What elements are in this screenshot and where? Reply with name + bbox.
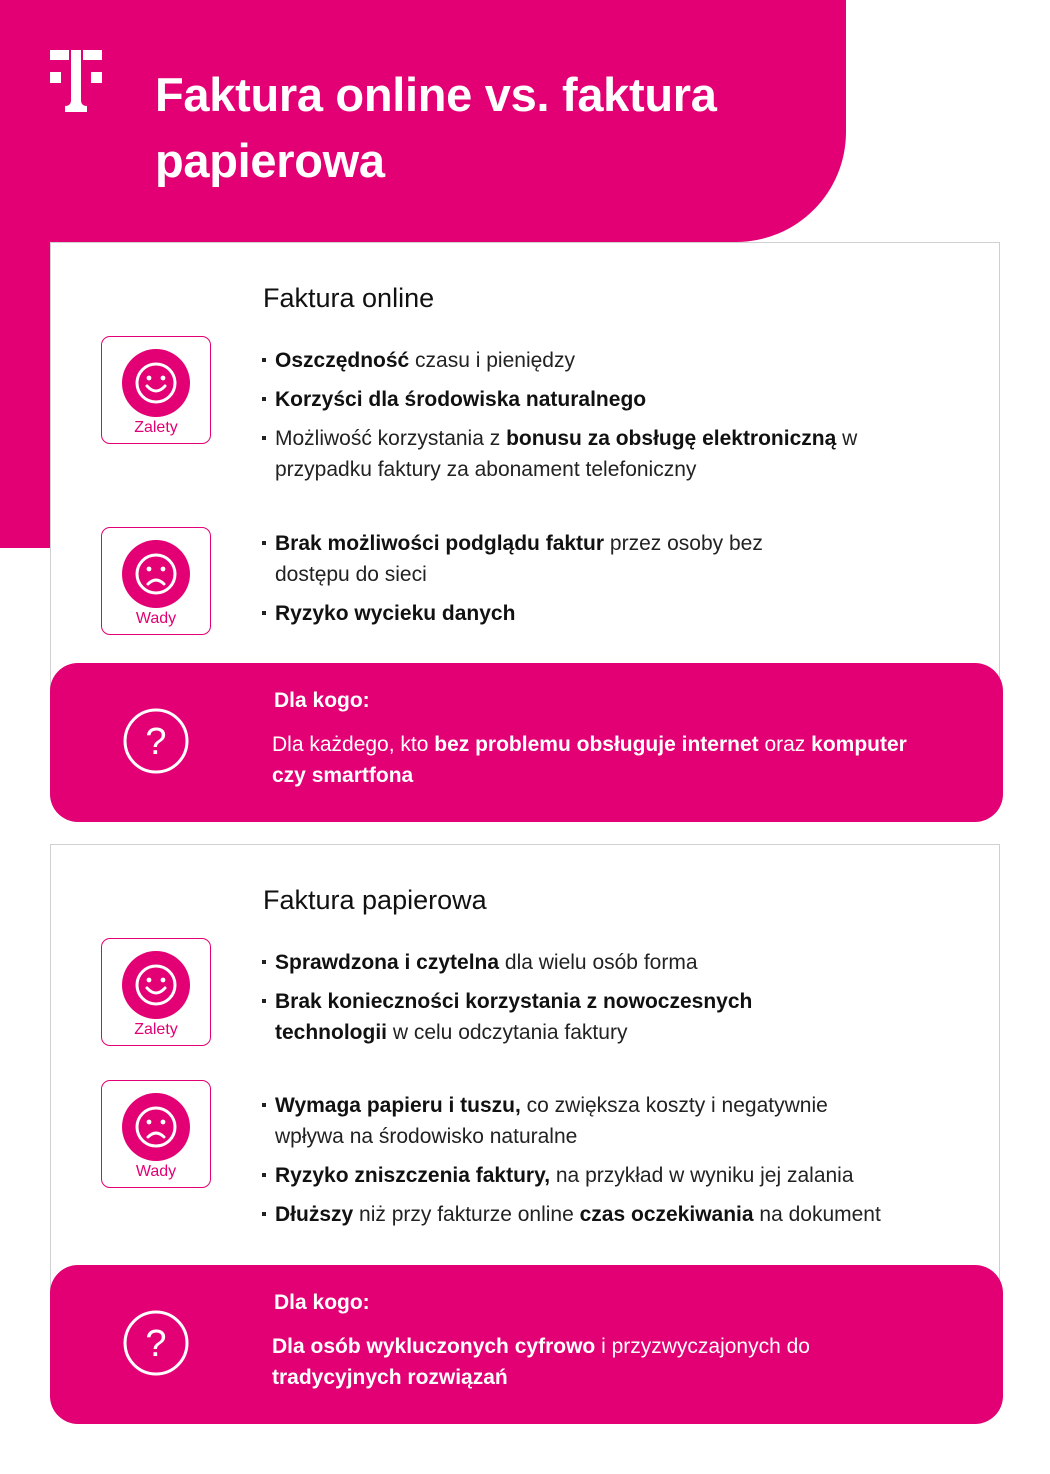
online-invoice-card — [50, 242, 1000, 702]
online-target-audience — [50, 663, 1003, 822]
telekom-t-logo-icon — [50, 50, 102, 112]
list-item: Ryzyko wycieku danych — [261, 598, 961, 629]
list-item: Brak konieczności korzystania z nowoczesnych technologii w celu odczytania faktury — [261, 986, 805, 1048]
sad-face-icon — [122, 1093, 190, 1161]
audience-text: Dla osób wykluczonych cyfrowo i przyzwyczajonych do tradycyjnych rozwiązań — [272, 1335, 810, 1389]
online-cons-badge — [101, 527, 211, 635]
list-item: Korzyści dla środowiska naturalnego — [261, 384, 961, 415]
list-item: Wymaga papieru i tuszu, co zwiększa koszty i negatywnie wpływa na środowisko naturalne — [261, 1090, 885, 1152]
question-mark-icon — [122, 707, 190, 775]
audience-text: Dla każdego, kto bez problemu obsługuje internet oraz komputer czy smartfona — [272, 733, 907, 787]
list-item: Oszczędność czasu i pieniędzy — [261, 345, 961, 376]
list-item: Sprawdzona i czytelna dla wielu osób forma — [261, 947, 961, 978]
paper-pros-list — [261, 947, 961, 1056]
pros-label: Zalety — [134, 419, 178, 436]
smile-icon — [122, 349, 190, 417]
online-cons-list — [261, 528, 961, 637]
paper-pros-badge — [101, 938, 211, 1046]
list-item: Możliwość korzystania z bonusu za obsługę elektroniczną w przypadku faktury za abonament telefoniczny — [261, 423, 895, 485]
list-item: Dłuższy niż przy fakturze online czas oczekiwania na dokument — [261, 1199, 961, 1230]
online-title: Faktura online — [263, 283, 435, 313]
pros-label: Zalety — [134, 1021, 178, 1038]
audience-heading: Dla kogo: — [274, 1291, 370, 1314]
online-pros-list — [261, 345, 961, 493]
paper-cons-badge — [101, 1080, 211, 1188]
smile-icon — [122, 951, 190, 1019]
audience-heading: Dla kogo: — [274, 689, 370, 712]
list-item: Brak możliwości podglądu faktur przez osoby bez dostępu do sieci — [261, 528, 835, 590]
question-mark-icon — [122, 1309, 190, 1377]
page-title: Faktura online vs. faktura papierowa — [155, 68, 717, 187]
online-pros-badge — [101, 336, 211, 444]
svg-text:?: ? — [145, 1323, 167, 1365]
cons-label: Wady — [135, 610, 177, 627]
cons-label: Wady — [135, 1163, 177, 1180]
decorative-strip — [0, 200, 50, 548]
sad-face-icon — [122, 540, 190, 608]
list-item: Ryzyko zniszczenia faktury, na przykład w wyniku jej zalania — [261, 1160, 961, 1191]
svg-text:?: ? — [145, 721, 167, 763]
paper-invoice-card — [50, 844, 1000, 1304]
paper-cons-list — [261, 1090, 961, 1238]
paper-target-audience — [50, 1265, 1003, 1424]
paper-title: Faktura papierowa — [263, 885, 487, 915]
